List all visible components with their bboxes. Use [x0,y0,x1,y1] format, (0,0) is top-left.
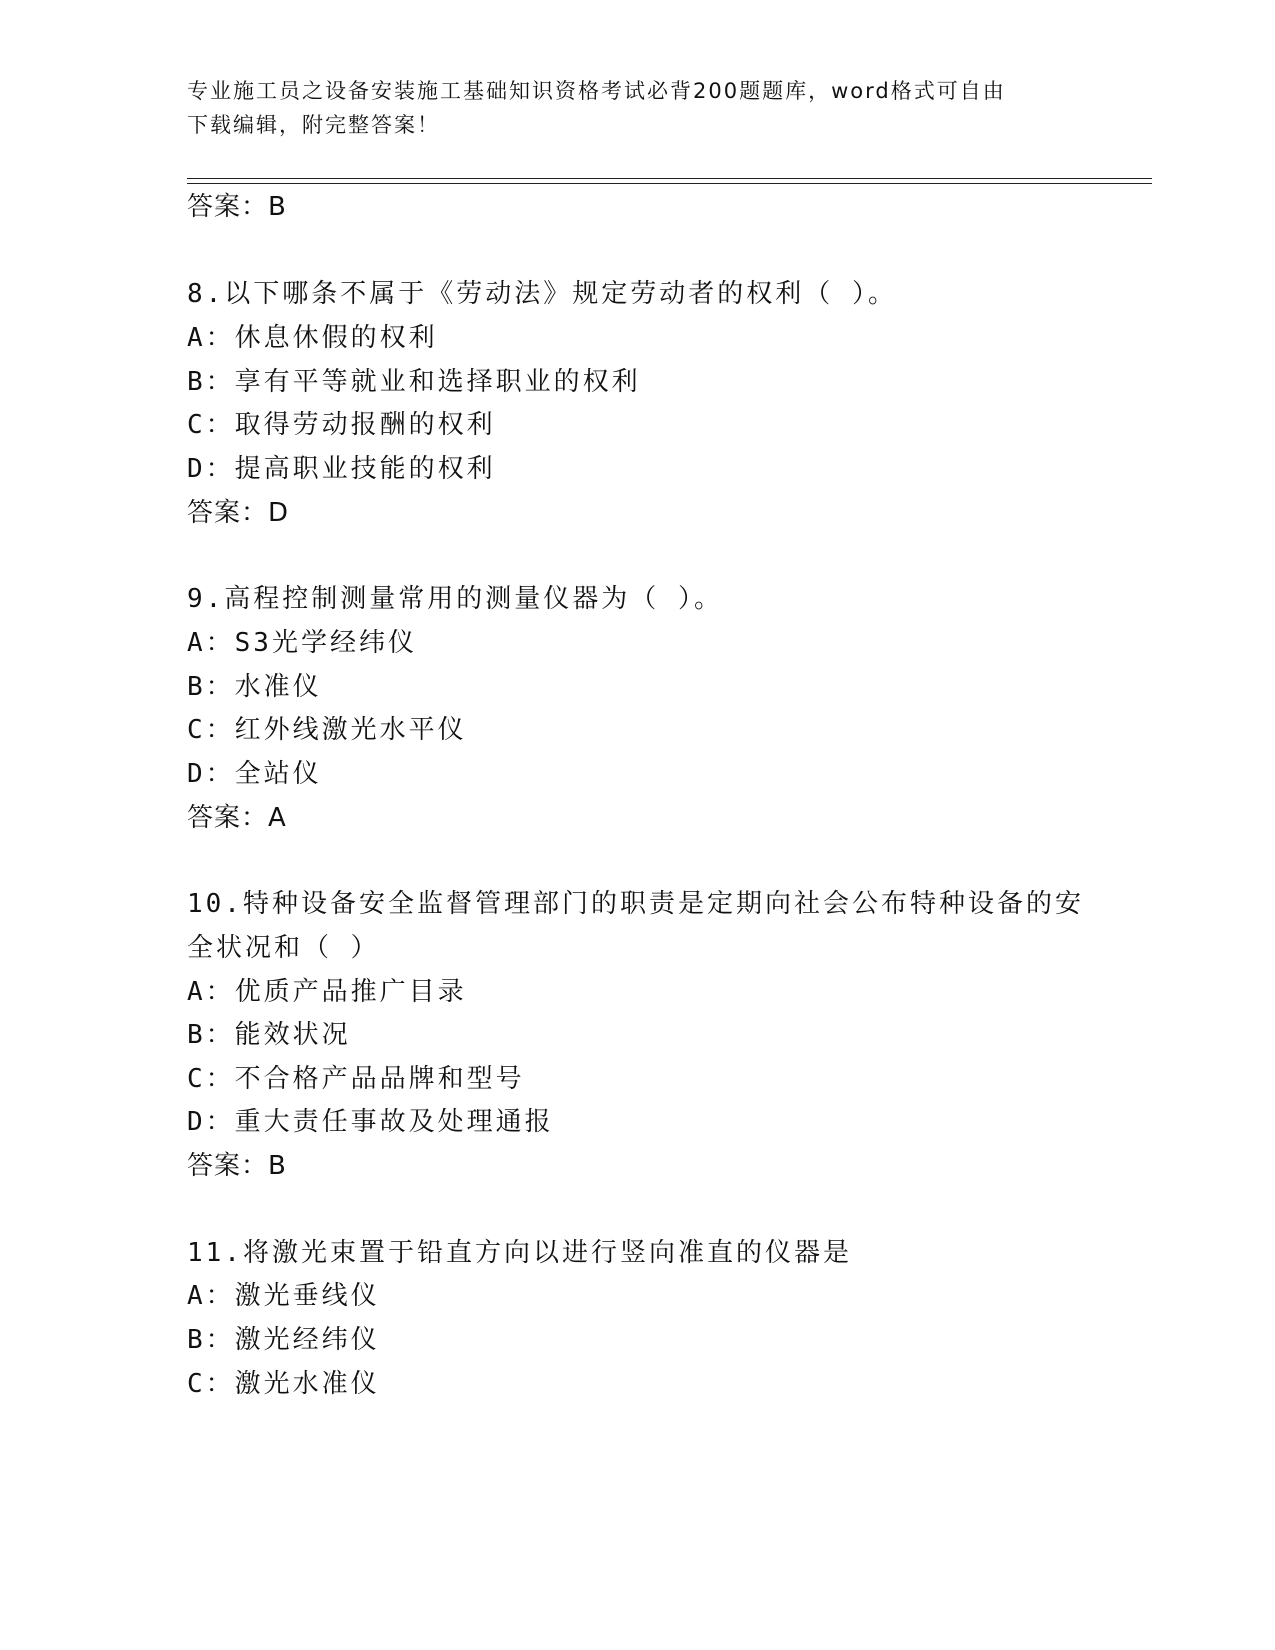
question-8-option-d: D：提高职业技能的权利 [187,454,496,484]
question-10-stem-line-1: 10.特种设备安全监督管理部门的职责是定期向社会公布特种设备的安 [187,889,1084,919]
question-11-option-b: B：激光经纬仪 [187,1325,380,1355]
header-line-2: 下载编辑，附完整答案！ [187,113,440,137]
question-8-option-a: A：休息休假的权利 [187,323,438,353]
question-9-stem: 9.高程控制测量常用的测量仪器为（ ）。 [187,584,723,614]
question-10-stem-line-2: 全状况和（ ） [187,933,380,963]
question-10-option-b: B：能效状况 [187,1020,351,1050]
header-rule-top [187,178,1152,179]
question-8-answer: 答案：D [187,498,290,528]
document-header [187,74,1087,142]
question-8-stem: 8.以下哪条不属于《劳动法》规定劳动者的权利（ ）。 [187,279,897,309]
header-line-1: 专业施工员之设备安装施工基础知识资格考试必背200题题库，word格式可自由 [187,79,1006,103]
question-10-option-c: C：不合格产品品牌和型号 [187,1064,525,1094]
header-rule-bottom [187,183,1152,184]
question-11-stem: 11.将激光束置于铅直方向以进行竖向准直的仪器是 [187,1238,852,1268]
question-9-option-c: C：红外线激光水平仪 [187,715,467,745]
question-9-option-b: B：水准仪 [187,672,322,702]
question-8-option-b: B：享有平等就业和选择职业的权利 [187,367,641,397]
question-10-answer: 答案：B [187,1151,287,1181]
question-10-option-a: A：优质产品推广目录 [187,977,467,1007]
previous-answer: 答案：B [187,192,287,222]
question-9-answer: 答案：A [187,803,287,833]
question-9-option-d: D：全站仪 [187,759,322,789]
question-11-option-c: C：激光水准仪 [187,1369,380,1399]
question-10-option-d: D：重大责任事故及处理通报 [187,1107,554,1137]
question-11-option-a: A：激光垂线仪 [187,1281,380,1311]
question-9-option-a: A：S3光学经纬仪 [187,628,417,658]
question-8-option-c: C：取得劳动报酬的权利 [187,410,496,440]
